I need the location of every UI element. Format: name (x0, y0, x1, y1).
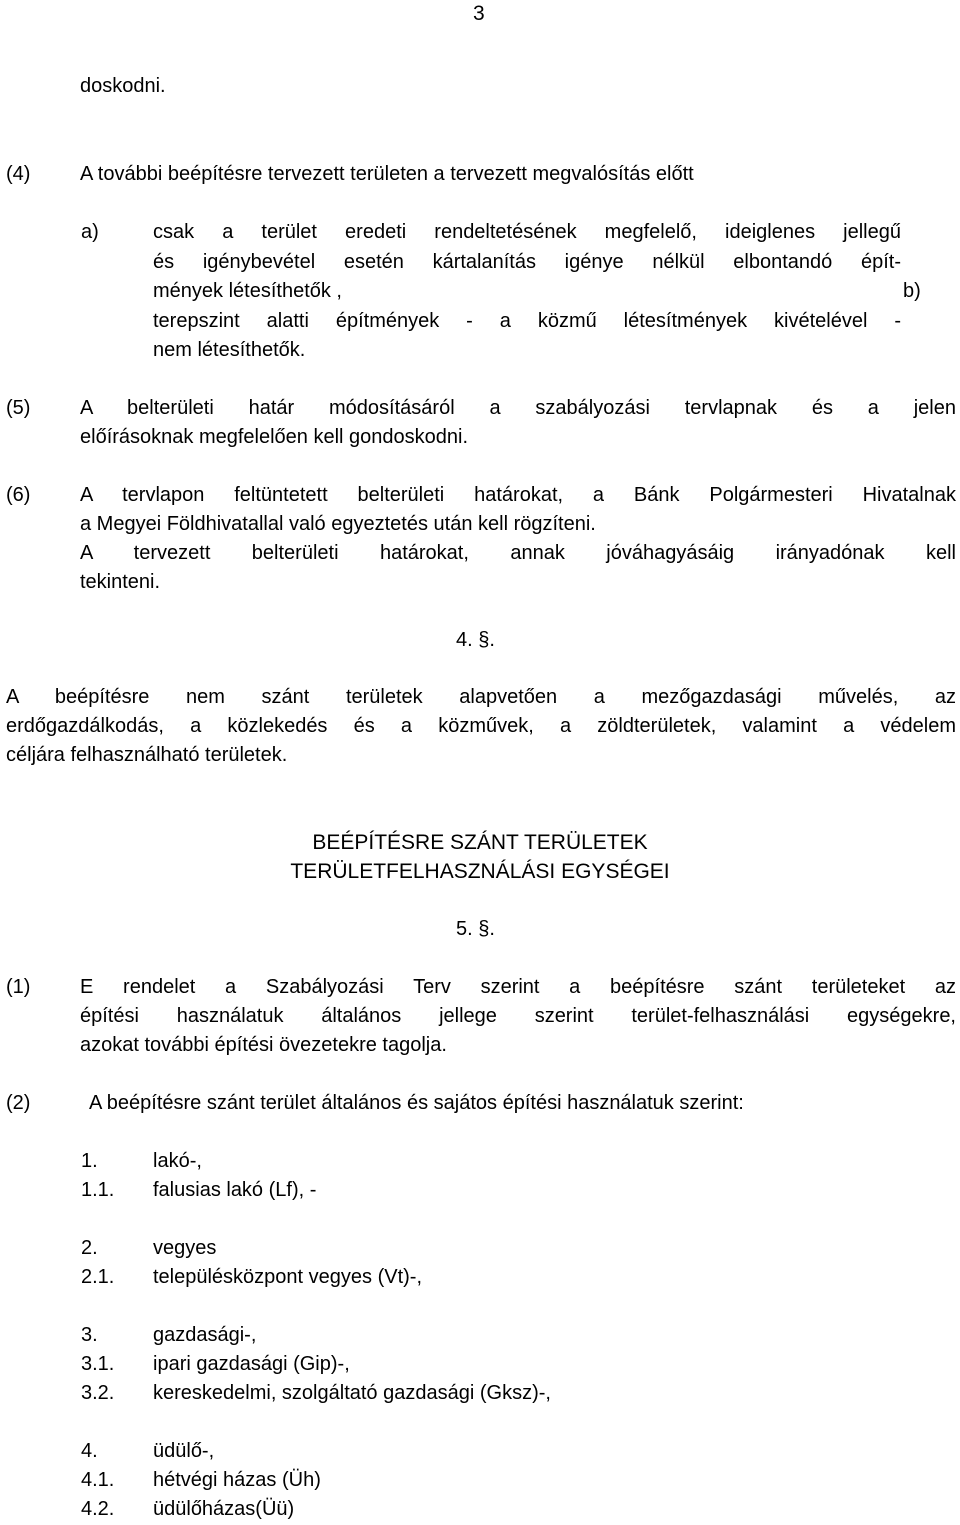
section5-para2-text: A beépítésre szánt terület általános és sajátos építési használatuk szerint: (89, 1092, 744, 1114)
list-item-number: 4. (81, 1440, 98, 1462)
list-item-text: üdülőházas(Üü) (153, 1498, 295, 1520)
para5-number: (5) (6, 397, 31, 419)
section4-line2: erdőgazdálkodás, a közlekedés és a közművek, a zöldterületek, valamint a védelem (6, 715, 956, 737)
list-item-number: 2.1. (81, 1266, 115, 1288)
para6-number: (6) (6, 484, 31, 506)
list-item-number: 4.1. (81, 1469, 115, 1491)
para6-line2: a Megyei Földhivatallal való egyeztetés után kell rögzíteni. (80, 513, 596, 535)
list-item-text: vegyes (153, 1237, 217, 1259)
section5-para1-line3: azokat további építési övezetekre tagolja. (80, 1034, 447, 1056)
list-item-text: hétvégi házas (Üh) (153, 1469, 321, 1491)
section4-line3: céljára felhasználható területek. (6, 744, 288, 766)
para4-item-a-line1: csak a terület eredeti rendeltetésének megfelelő, ideiglenes jellegű (153, 221, 901, 243)
list-item-number: 1. (81, 1150, 98, 1172)
list-item-number: 1.1. (81, 1179, 115, 1201)
page-number: 3 (473, 2, 485, 25)
para6-line1: A tervlapon feltüntetett belterületi határokat, a Bánk Polgármesteri Hivatalnak (80, 484, 956, 506)
para4-item-b-label: b) (903, 280, 921, 302)
section5-para1-line1: E rendelet a Szabályozási Terv szerint a beépítésre szánt területeket az (80, 976, 956, 998)
list-item-text: ipari gazdasági (Gip)-, (153, 1353, 350, 1375)
list-item-text: falusias lakó (Lf), - (153, 1179, 317, 1201)
list-item-text: gazdasági-, (153, 1324, 257, 1346)
section5-para2-number: (2) (6, 1092, 31, 1114)
intro-line: doskodni. (80, 75, 166, 97)
section4-heading: 4. §. (456, 629, 495, 651)
list-item-text: településközpont vegyes (Vt)-, (153, 1266, 423, 1288)
list-item-text: kereskedelmi, szolgáltató gazdasági (Gksz)-, (153, 1382, 551, 1404)
para4-item-a-line2: és igénybevétel esetén kártalanítás igénye nélkül elbontandó épít- (153, 251, 901, 273)
section5-heading: 5. §. (456, 918, 495, 940)
para4-item-a-label: a) (81, 221, 99, 243)
title-line1: BEÉPÍTÉSRE SZÁNT TERÜLETEK (312, 831, 648, 854)
list-item-number: 4.2. (81, 1498, 115, 1520)
section5-para1-line2: építési használatuk általános jellege szerint terület-felhasználási egységekre, (80, 1005, 956, 1027)
para4-text: A további beépítésre tervezett területen a tervezett megvalósítás előtt (80, 163, 694, 185)
para4-item-b-line2: nem létesíthetők. (153, 339, 306, 361)
para4-item-b-line1: terepszint alatti építmények - a közmű létesítmények kivételével - (153, 310, 901, 332)
section5-para1-number: (1) (6, 976, 31, 998)
list-item-text: lakó-, (153, 1150, 202, 1172)
list-item-number: 3.2. (81, 1382, 115, 1404)
list-item-number: 2. (81, 1237, 98, 1259)
title-line2: TERÜLETFELHASZNÁLÁSI EGYSÉGEI (290, 860, 670, 883)
section4-line1: A beépítésre nem szánt területek alapvetően a mezőgazdasági művelés, az (6, 686, 956, 708)
list-item-text: üdülő-, (153, 1440, 215, 1462)
para6-line3: A tervezett belterületi határokat, annak jóváhagyásáig irányadónak kell (80, 542, 956, 564)
list-item-number: 3.1. (81, 1353, 115, 1375)
para5-line1: A belterületi határ módosításáról a szabályozási tervlapnak és a jelen (80, 397, 956, 419)
para4-item-a-line3: mények létesíthetők , (153, 280, 342, 302)
para4-number: (4) (6, 163, 31, 185)
para5-line2: előírásoknak megfelelően kell gondoskodni. (80, 426, 469, 448)
para6-line4: tekinteni. (80, 571, 161, 593)
list-item-number: 3. (81, 1324, 98, 1346)
